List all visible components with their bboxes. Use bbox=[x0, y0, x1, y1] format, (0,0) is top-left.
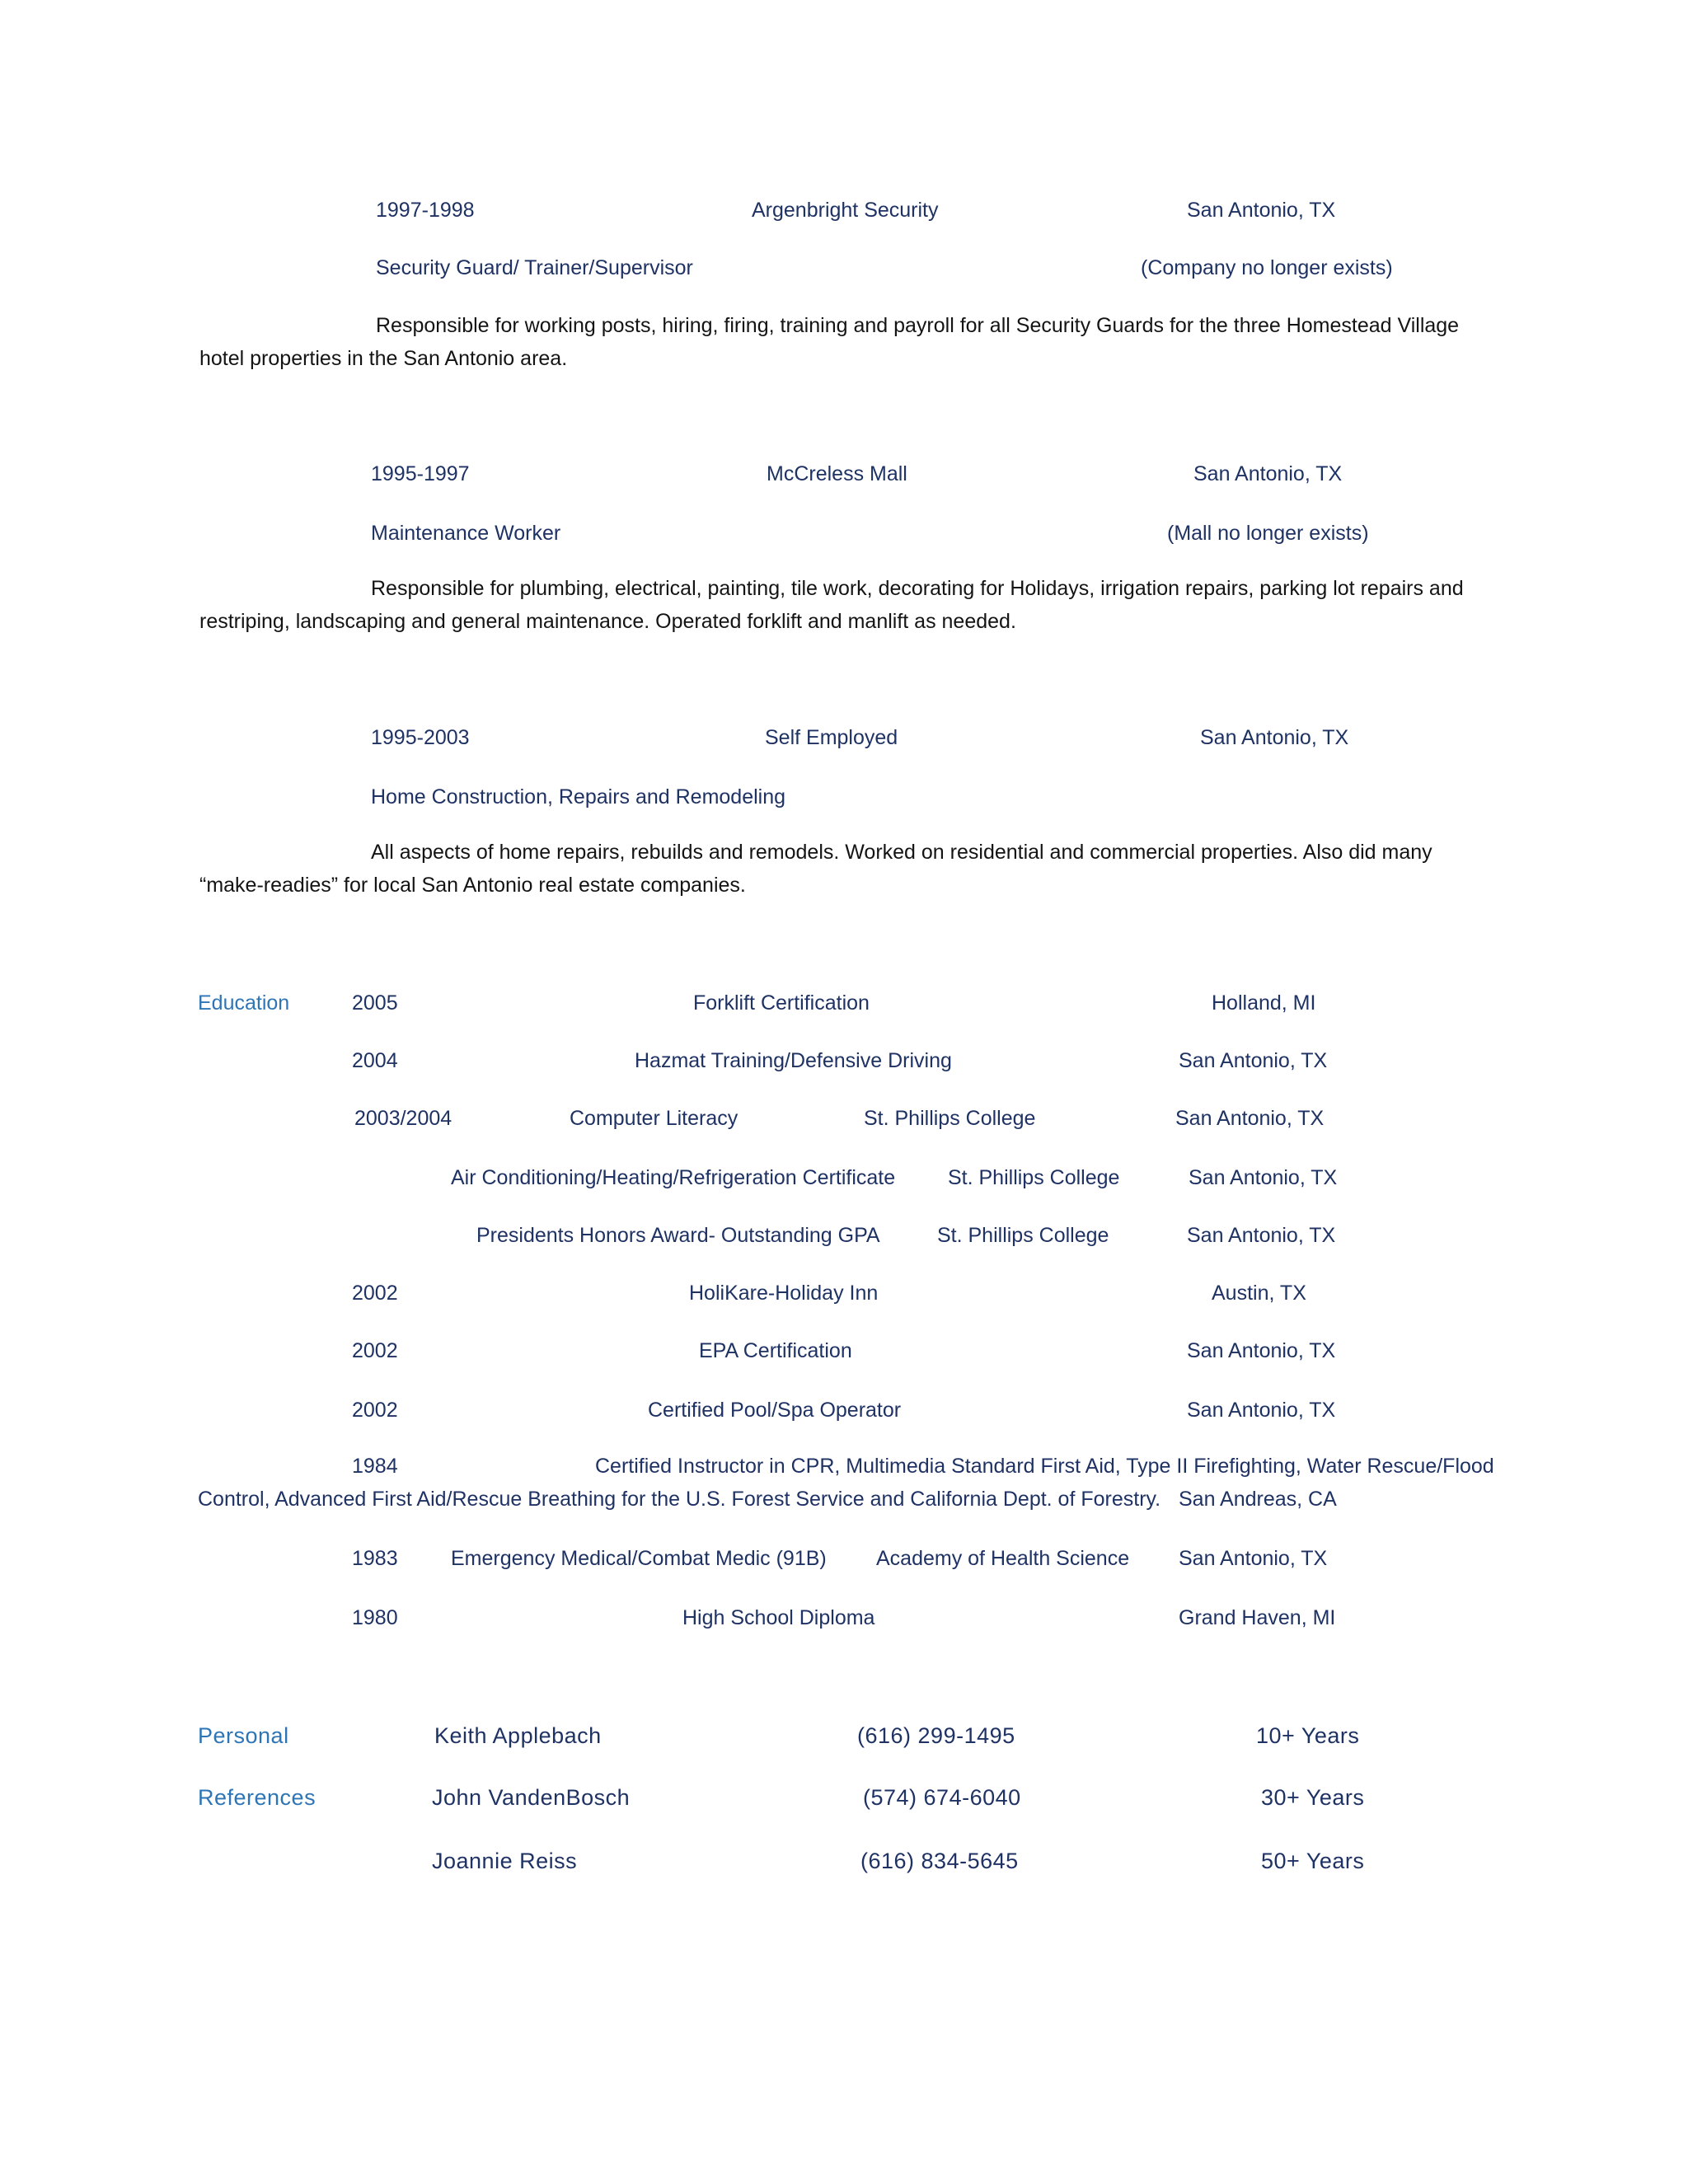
reference-years: 50+ Years bbox=[1261, 1849, 1365, 1873]
edu-year: 2002 bbox=[352, 1282, 398, 1305]
job-location: San Antonio, TX bbox=[1193, 462, 1343, 485]
job-years: 1995-1997 bbox=[371, 462, 470, 485]
edu-location: Grand Haven, MI bbox=[1179, 1606, 1336, 1629]
edu-school: St. Phillips College bbox=[948, 1166, 1120, 1189]
job-location: San Antonio, TX bbox=[1187, 199, 1336, 222]
edu-location: Austin, TX bbox=[1212, 1282, 1306, 1305]
job-description: Responsible for plumbing, electrical, painting, tile work, decorating for Holidays, irrigation repairs, parking lot repairs and restriping, landscaping and general maintenance. Operated forklift and manlift as needed. bbox=[199, 577, 1464, 633]
references-heading-line2: References bbox=[198, 1785, 316, 1810]
reference-phone: (616) 299-1495 bbox=[857, 1723, 1015, 1748]
edu-item: Presidents Honors Award- Outstanding GPA bbox=[476, 1224, 880, 1247]
edu-location: San Andreas, CA bbox=[1179, 1488, 1337, 1511]
edu-item-line2: Control, Advanced First Aid/Rescue Breathing for the U.S. Forest Service and California Dept. of Forestry. bbox=[198, 1488, 1161, 1511]
references-heading-line1: Personal bbox=[198, 1723, 289, 1748]
job-note: (Company no longer exists) bbox=[1141, 256, 1393, 279]
reference-name: Joannie Reiss bbox=[432, 1849, 578, 1873]
edu-item-line1: Certified Instructor in CPR, Multimedia Standard First Aid, Type II Firefighting, Water Rescue/Flood bbox=[595, 1455, 1494, 1478]
reference-years: 10+ Years bbox=[1256, 1723, 1360, 1748]
job-title: Security Guard/ Trainer/Supervisor bbox=[376, 256, 693, 279]
edu-location: San Antonio, TX bbox=[1187, 1399, 1336, 1422]
job-location: San Antonio, TX bbox=[1200, 726, 1349, 749]
reference-name: John VandenBosch bbox=[432, 1785, 631, 1810]
edu-location: San Antonio, TX bbox=[1179, 1547, 1328, 1570]
job-years: 1997-1998 bbox=[376, 199, 475, 222]
edu-location: Holland, MI bbox=[1212, 991, 1316, 1015]
edu-item: Hazmat Training/Defensive Driving bbox=[635, 1049, 952, 1072]
edu-year: 2003/2004 bbox=[354, 1107, 452, 1130]
edu-item: EPA Certification bbox=[699, 1339, 852, 1362]
edu-school: St. Phillips College bbox=[864, 1107, 1036, 1130]
edu-year: 2004 bbox=[352, 1049, 398, 1072]
job-years: 1995-2003 bbox=[371, 726, 470, 749]
edu-year: 2005 bbox=[352, 991, 398, 1015]
edu-year: 2002 bbox=[352, 1339, 398, 1362]
edu-school: St. Phillips College bbox=[937, 1224, 1109, 1247]
education-heading: Education bbox=[198, 991, 290, 1015]
reference-name: Keith Applebach bbox=[434, 1723, 602, 1748]
reference-years: 30+ Years bbox=[1261, 1785, 1365, 1810]
edu-school: Academy of Health Science bbox=[876, 1547, 1130, 1570]
job-company: Argenbright Security bbox=[752, 199, 939, 222]
job-title: Home Construction, Repairs and Remodeling bbox=[371, 785, 786, 808]
job-description: All aspects of home repairs, rebuilds and remodels. Worked on residential and commercial properties. Also did many “make-readies” for local San Antonio real estate companies. bbox=[199, 841, 1432, 897]
edu-location: San Antonio, TX bbox=[1187, 1224, 1336, 1247]
edu-item: Computer Literacy bbox=[570, 1107, 738, 1130]
job-description: Responsible for working posts, hiring, firing, training and payroll for all Security Guards for the three Homestead Village hotel properties in the San Antonio area. bbox=[199, 314, 1460, 370]
edu-item: Air Conditioning/Heating/Refrigeration Certificate bbox=[451, 1166, 896, 1189]
edu-item: HoliKare-Holiday Inn bbox=[689, 1282, 879, 1305]
job-note: (Mall no longer exists) bbox=[1167, 522, 1369, 545]
edu-item: Forklift Certification bbox=[693, 991, 870, 1015]
edu-location: San Antonio, TX bbox=[1187, 1339, 1336, 1362]
edu-item: Emergency Medical/Combat Medic (91B) bbox=[451, 1547, 827, 1570]
edu-location: San Antonio, TX bbox=[1175, 1107, 1325, 1130]
edu-location: San Antonio, TX bbox=[1189, 1166, 1338, 1189]
edu-location: San Antonio, TX bbox=[1179, 1049, 1328, 1072]
reference-phone: (574) 674-6040 bbox=[863, 1785, 1021, 1810]
edu-item: Certified Pool/Spa Operator bbox=[648, 1399, 902, 1422]
edu-year: 1983 bbox=[352, 1547, 398, 1570]
job-company: McCreless Mall bbox=[767, 462, 907, 485]
edu-year: 1980 bbox=[352, 1606, 398, 1629]
edu-item: High School Diploma bbox=[682, 1606, 875, 1629]
job-company: Self Employed bbox=[765, 726, 898, 749]
edu-year: 2002 bbox=[352, 1399, 398, 1422]
job-title: Maintenance Worker bbox=[371, 522, 561, 545]
edu-year: 1984 bbox=[352, 1455, 398, 1478]
reference-phone: (616) 834-5645 bbox=[860, 1849, 1019, 1873]
